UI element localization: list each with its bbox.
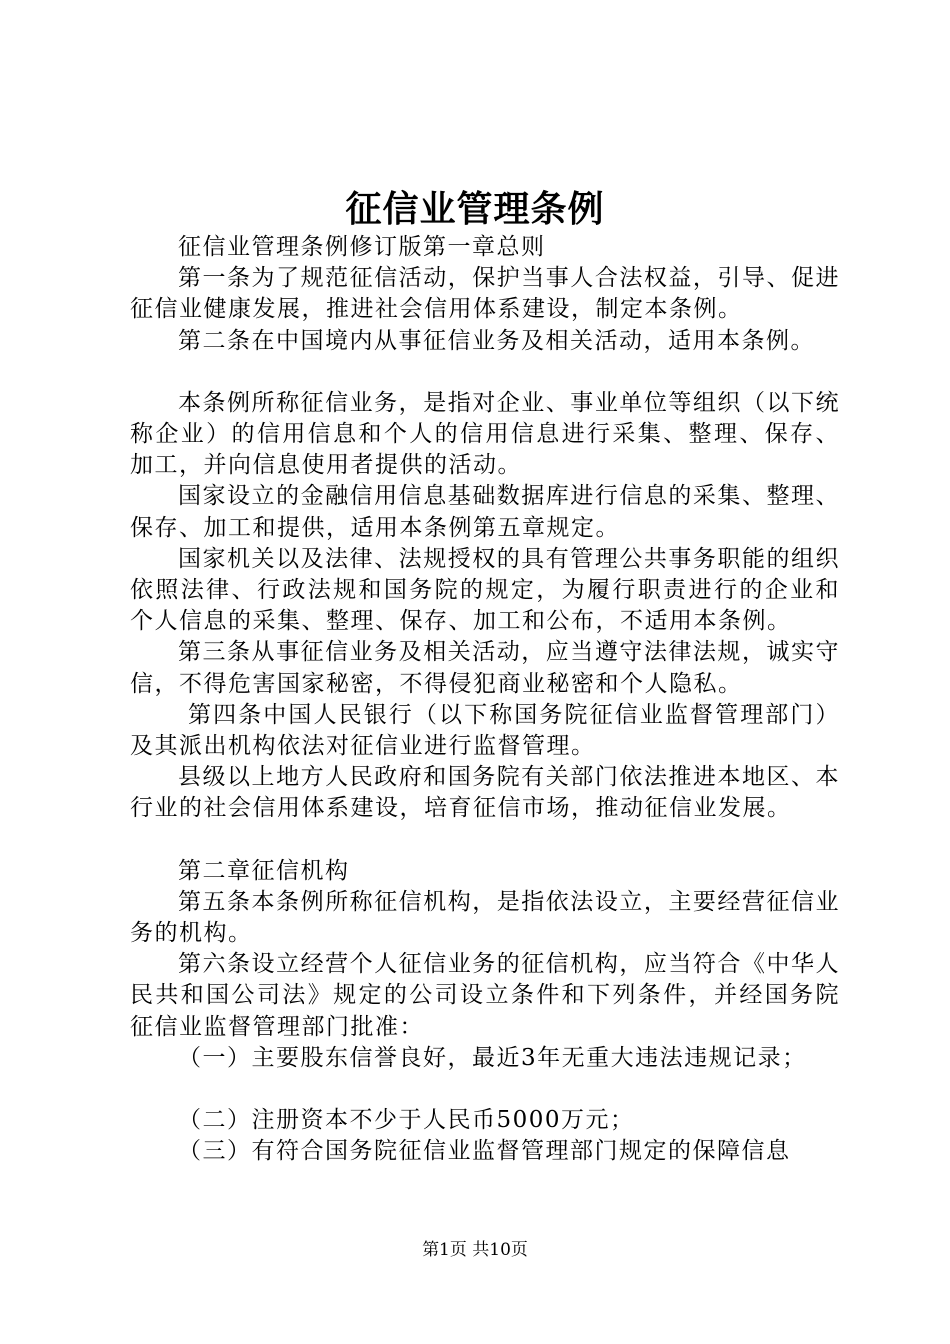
article-paragraph: 第四条中国人民银行（以下称国务院征信业监督管理部门）及其派出机构依法对征信业进行监督管理。 [130, 701, 840, 760]
article-paragraph: 第二条在中国境内从事征信业务及相关活动，适用本条例。 [178, 327, 815, 354]
list-item: （一）主要股东信誉良好，最近3年无重大违法违规记录； [178, 1044, 807, 1071]
list-item: （二）注册资本不少于人民币5000万元； [178, 1107, 635, 1134]
article-paragraph: 本条例所称征信业务，是指对企业、事业单位等组织（以下统称企业）的信用信息和个人的信用信息进行采集、整理、保存、加工，并向信息使用者提供的活动。 [130, 389, 840, 479]
article-paragraph: 国家设立的金融信用信息基础数据库进行信息的采集、整理、保存、加工和提供，适用本条例第五章规定。 [130, 483, 840, 541]
article-paragraph: 第一条为了规范征信活动，保护当事人合法权益，引导、促进征信业健康发展，推进社会信用体系建设，制定本条例。 [130, 265, 840, 323]
chapter-heading: 第二章征信机构 [178, 857, 350, 884]
document-title: 征信业管理条例 [345, 188, 605, 230]
article-paragraph: 第六条设立经营个人征信业务的征信机构，应当符合《中华人民共和国公司法》规定的公司设立条件和下列条件，并经国务院征信业监督管理部门批准： [130, 951, 840, 1040]
chapter-heading: 征信业管理条例修订版第一章总则 [178, 234, 546, 260]
document-body [130, 232, 840, 1167]
page-number: 第1页 共10页 [422, 1240, 528, 1260]
article-paragraph: 国家机关以及法律、法规授权的具有管理公共事务职能的组织依照法律、行政法规和国务院的规定，为履行职责进行的企业和个人信息的采集、整理、保存、加工和公布，不适用本条例。 [130, 545, 840, 635]
list-item: （三）有符合国务院征信业监督管理部门规定的保障信息 [178, 1138, 791, 1165]
article-paragraph: 县级以上地方人民政府和国务院有关部门依法推进本地区、本行业的社会信用体系建设，培育征信市场，推动征信业发展。 [130, 764, 840, 822]
article-paragraph: 第五条本条例所称征信机构，是指依法设立，主要经营征信业务的机构。 [130, 888, 840, 947]
article-paragraph: 第三条从事征信业务及相关活动，应当遵守法律法规，诚实守信，不得危害国家秘密，不得侵犯商业秘密和个人隐私。 [130, 639, 840, 697]
